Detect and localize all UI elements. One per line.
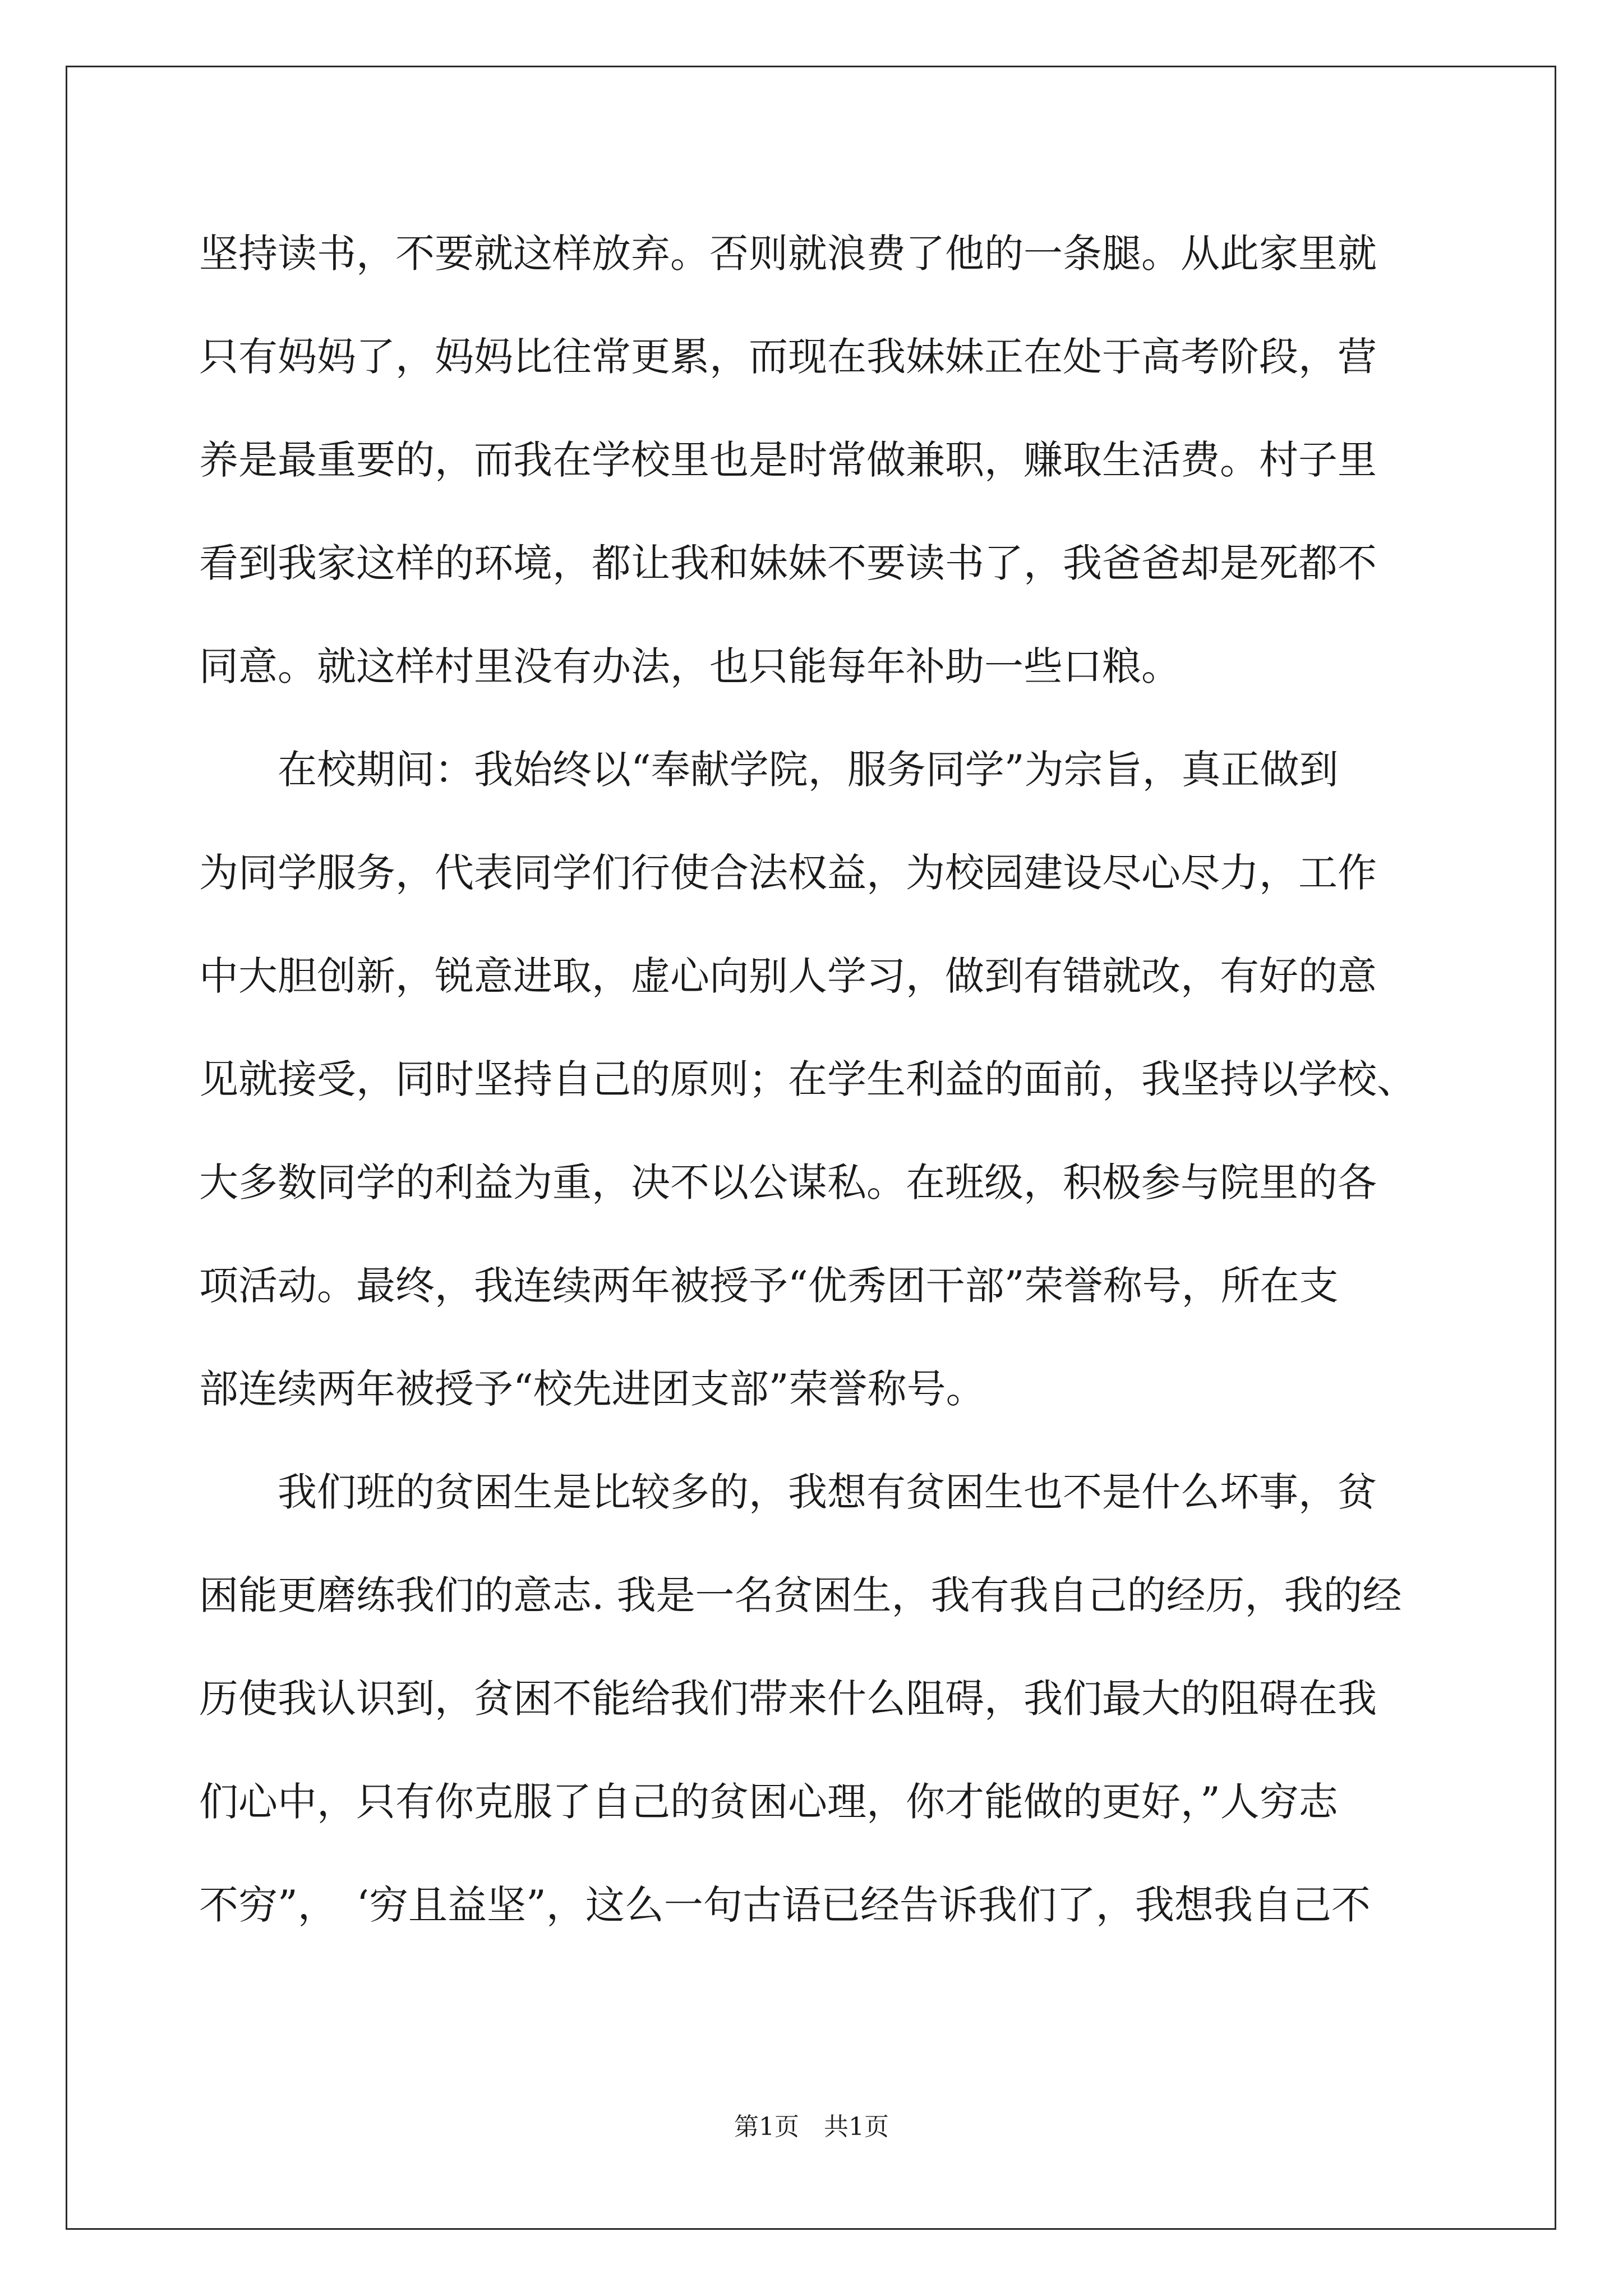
text-line-8: 中大胆创新，锐意进取，虚心向别人学习，做到有错就改，有好的意 bbox=[199, 953, 1377, 999]
text-line-6: 在校期间：我始终以“奉献学院，服务同学”为宗旨，真正做到 bbox=[199, 747, 1339, 793]
text-line-12: 部连续两年被授予“校先进团支部”荣誉称号。 bbox=[199, 1366, 985, 1412]
text-line-13: 我们班的贫困生是比较多的，我想有贫困生也不是什么坏事，贫 bbox=[199, 1469, 1377, 1515]
document-body bbox=[199, 202, 1433, 1957]
text-line-11: 项活动。最终，我连续两年被授予“优秀团干部”荣誉称号，所在支 bbox=[199, 1263, 1339, 1309]
text-line-17: 不穷”， ‘穷且益坚”，这么一句古语已经告诉我们了，我想我自己不 bbox=[199, 1882, 1371, 1928]
text-line-9: 见就接受，同时坚持自己的原则；在学生利益的面前，我坚持以学校、 bbox=[199, 1056, 1416, 1102]
text-line-7: 为同学服务，代表同学们行使合法权益，为校园建设尽心尽力，工作 bbox=[199, 850, 1377, 896]
text-line-5: 同意。就这样村里没有办法，也只能每年补助一些口粮。 bbox=[199, 643, 1181, 689]
page-number-footer: 第1页 共1页 bbox=[734, 2113, 889, 2141]
text-line-4: 看到我家这样的环境，都让我和妹妹不要读书了，我爸爸却是死都不 bbox=[199, 540, 1377, 586]
text-line-2: 只有妈妈了，妈妈比往常更累，而现在我妹妹正在处于高考阶段，营 bbox=[199, 334, 1377, 380]
text-line-3: 养是最重要的，而我在学校里也是时常做兼职，赚取生活费。村子里 bbox=[199, 437, 1377, 483]
text-line-10: 大多数同学的利益为重，决不以公谋私。在班级，积极参与院里的各 bbox=[199, 1159, 1377, 1205]
text-line-15: 历使我认识到，贫困不能给我们带来什么阻碍，我们最大的阻碍在我 bbox=[199, 1676, 1377, 1722]
text-line-14: 困能更磨练我们的意志. 我是一名贫困生，我有我自己的经历，我的经 bbox=[199, 1572, 1402, 1618]
text-line-16: 们心中，只有你克服了自己的贫困心理，你才能做的更好，”人穷志 bbox=[199, 1779, 1338, 1825]
text-line-1: 坚持读书，不要就这样放弃。否则就浪费了他的一条腿。从此家里就 bbox=[199, 231, 1377, 277]
